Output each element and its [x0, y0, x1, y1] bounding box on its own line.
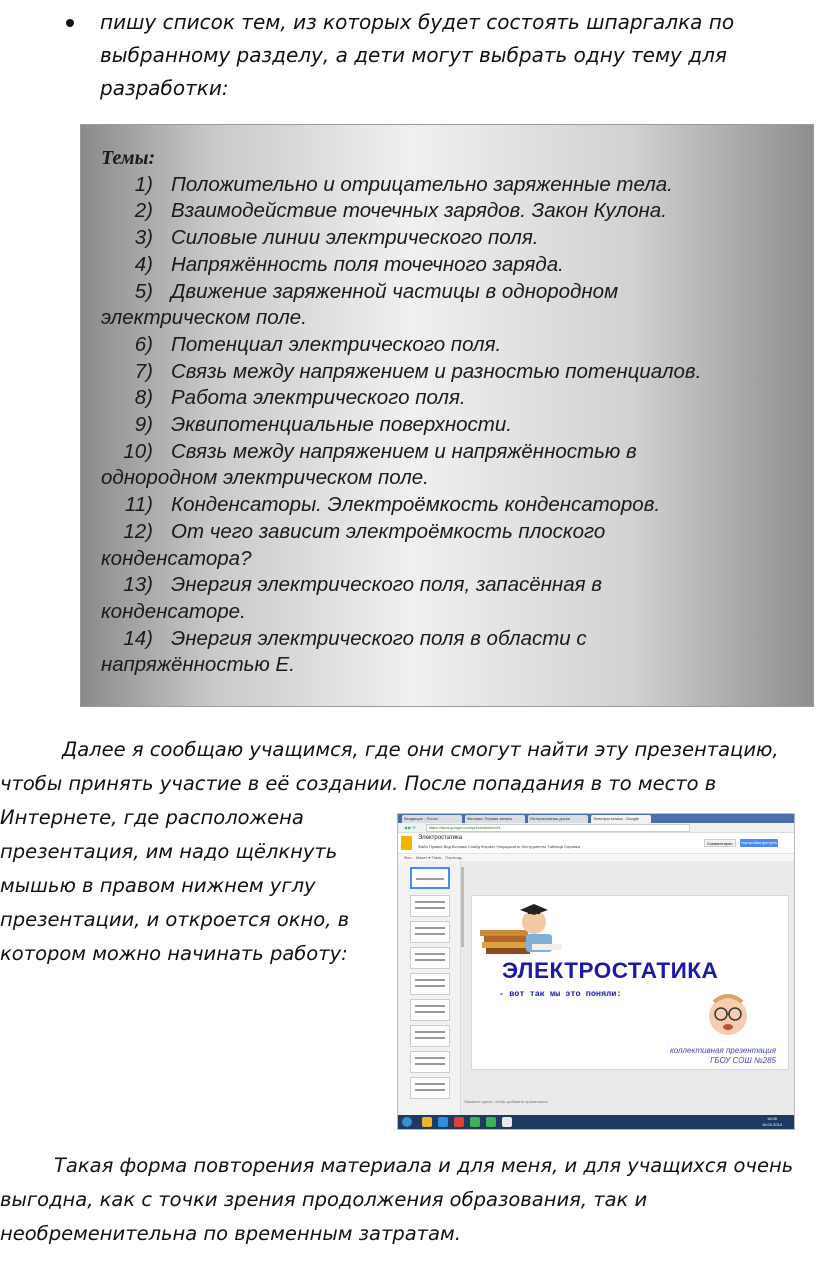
topic-text-continuation: конденсаторе.	[101, 599, 246, 623]
topic-text: Напряжённость поля точечного заряда.	[171, 252, 564, 276]
app-icon	[470, 1117, 480, 1127]
topic-number: 13)	[123, 573, 153, 597]
topic-number: 12)	[123, 519, 153, 543]
slide-credit	[636, 1046, 776, 1066]
bullet-dot-icon	[66, 19, 74, 27]
start-icon	[402, 1117, 412, 1127]
paragraph-3	[0, 1149, 816, 1251]
nav-arrows-icon: ◀ ▶ ⟳	[404, 825, 416, 830]
topic-text-continuation: однородном электрическом поле.	[101, 466, 429, 490]
slide-title: ЭЛЕКТРОСТАТИКА	[502, 958, 719, 983]
filmstrip-scrollbar	[461, 867, 464, 947]
slide-credit-line-1: коллективная презентация	[669, 1046, 776, 1055]
taskbar-clock	[762, 1116, 782, 1128]
paragraph-2-line-1: Далее я сообщаю учащимся, где они смогут найти эту презентацию,	[62, 738, 779, 761]
topic-text-continuation: напряжённостью Е.	[101, 653, 295, 677]
media-icon	[454, 1117, 464, 1127]
clock-time: 16:06	[766, 1116, 777, 1121]
slide-thumbnail	[410, 1025, 450, 1047]
topic-number: 2)	[134, 199, 153, 223]
topic-item	[101, 385, 801, 412]
slides-logo-icon	[401, 836, 412, 850]
topic-number: 11)	[124, 493, 153, 517]
browser-tab-active: Электростатика - Google	[591, 815, 651, 823]
topic-text: Энергия электрического поля в области с	[171, 626, 587, 650]
topic-text-continuation: конденсатора?	[101, 546, 252, 570]
browser-tab: Интерактивная доска	[528, 815, 588, 823]
topic-text: Конденсаторы. Электроёмкость конденсаторов.	[171, 493, 661, 517]
paragraph-2-wrap	[0, 801, 380, 971]
workspace	[398, 861, 794, 1115]
topics-box	[80, 124, 814, 707]
menu-bar: Файл Правка Вид Вставка Слайд Формат Упорядочить Инструменты Таблица Справка	[418, 844, 580, 849]
topic-number: 4)	[134, 252, 153, 276]
url-field: https://docs.google.com/presentation/d/1	[426, 824, 690, 832]
clock-date: 16.02.2014	[761, 1122, 782, 1127]
topic-text: Потенциал электрического поля.	[171, 332, 502, 356]
topic-text: Энергия электрического поля, запасённая в	[171, 573, 602, 597]
speaker-notes: Нажмите здесь, чтобы добавить примечания	[464, 1099, 548, 1104]
app-icon	[486, 1117, 496, 1127]
paragraph-2-line-4: презентация, им надо щёлкнуть	[0, 840, 338, 863]
paragraph-2-line-2: чтобы принять участие в её создании. После попадания в то место в	[0, 772, 717, 795]
share-button: Настройки доступа	[741, 840, 777, 845]
paragraph-2-line-3: Интернете, где расположена	[0, 806, 304, 829]
address-bar	[398, 823, 794, 833]
presentation-screenshot	[397, 813, 795, 1130]
paragraph-2-line-6: презентации, и откроется окно, в	[0, 908, 350, 931]
topic-text: Связь между напряжением и напряжённостью в	[171, 439, 637, 463]
document-title: Электростатика	[418, 835, 463, 841]
topic-item	[101, 359, 801, 386]
topic-number: 10)	[123, 439, 153, 463]
browser-tab: Фильмы: Первая запись	[465, 815, 525, 823]
slide-credit-line-2: ГБОУ СОШ №285	[710, 1056, 776, 1065]
topic-item	[101, 492, 801, 519]
comments-button: Комментарии	[704, 839, 736, 847]
topic-item	[101, 252, 801, 279]
topic-text: Движение заряженной частицы в однородном	[171, 279, 619, 303]
topic-text: Положительно и отрицательно заряженные тела.	[171, 172, 673, 196]
topic-number: 6)	[134, 332, 153, 356]
student-books-picture	[476, 896, 566, 958]
topic-text: Связь между напряжением и разностью потенциалов.	[171, 359, 702, 383]
paragraph-3-line-2: выгодна, как с точки зрения продолжения образования, так и	[0, 1188, 648, 1211]
current-slide	[471, 895, 789, 1070]
topic-text: Работа электрического поля.	[171, 386, 466, 410]
intro-bullet-text: пишу список тем, из которых будет состоять шпаргалка по выбранному разделу, а дети могут выбрать одну тему для разработки:	[100, 10, 735, 100]
topic-item	[101, 279, 801, 306]
slide-thumbnail	[410, 1051, 450, 1073]
slide-thumbnail	[410, 999, 450, 1021]
topic-number: 5)	[134, 279, 153, 303]
topic-item	[101, 172, 801, 199]
topic-item	[101, 439, 801, 466]
slides-toolbar: Фон... Макет ▾ Тема... Переход...	[398, 854, 794, 863]
paragraph-2-line-5: мышью в правом нижнем углу	[0, 874, 316, 897]
child-glasses-picture	[704, 988, 752, 1042]
browser-tab: Входящие - Почта	[402, 815, 462, 823]
topic-item	[101, 198, 801, 225]
topic-text: Взаимодействие точечных зарядов. Закон Кулона.	[171, 199, 667, 223]
topic-item	[101, 626, 801, 653]
paragraph-3-line-1: Такая форма повторения материала и для меня, и для учащихся очень	[54, 1154, 794, 1177]
paragraph-3-line-3: необременительна по временным затратам.	[0, 1222, 461, 1245]
topic-item	[101, 412, 801, 439]
topics-title: Темы:	[101, 147, 156, 169]
topic-number: 7)	[134, 359, 153, 383]
topic-number: 8)	[134, 386, 153, 410]
chrome-icon	[502, 1117, 512, 1127]
topic-item	[101, 332, 801, 359]
topic-text: Силовые линии электрического поля.	[171, 226, 539, 250]
windows-taskbar	[398, 1115, 794, 1129]
slide-thumbnail	[410, 1077, 450, 1099]
topic-number: 14)	[123, 626, 153, 650]
slide-thumbnail	[410, 947, 450, 969]
slide-filmstrip	[398, 861, 461, 1115]
topic-item	[101, 572, 801, 599]
slide-thumbnail	[410, 895, 450, 917]
slide-subtitle: - вот так мы это поняли:	[499, 989, 622, 999]
topic-item	[101, 519, 801, 546]
slide-thumbnail	[410, 867, 450, 889]
slide-thumbnail	[410, 921, 450, 943]
slide-thumbnail	[410, 973, 450, 995]
slides-header	[398, 833, 794, 854]
browser-icon	[438, 1117, 448, 1127]
browser-tabs	[398, 814, 794, 823]
topic-item	[101, 225, 801, 252]
topic-number: 9)	[134, 413, 153, 437]
folder-icon	[422, 1117, 432, 1127]
topic-text-continuation: электрическом поле.	[101, 306, 307, 330]
topic-text: Эквипотенциальные поверхности.	[171, 413, 512, 437]
paragraph-2-line-7: котором можно начинать работу:	[0, 942, 348, 965]
topic-number: 1)	[134, 172, 153, 196]
topic-number: 3)	[134, 226, 153, 250]
topic-text: От чего зависит электроёмкость плоского	[171, 519, 606, 543]
